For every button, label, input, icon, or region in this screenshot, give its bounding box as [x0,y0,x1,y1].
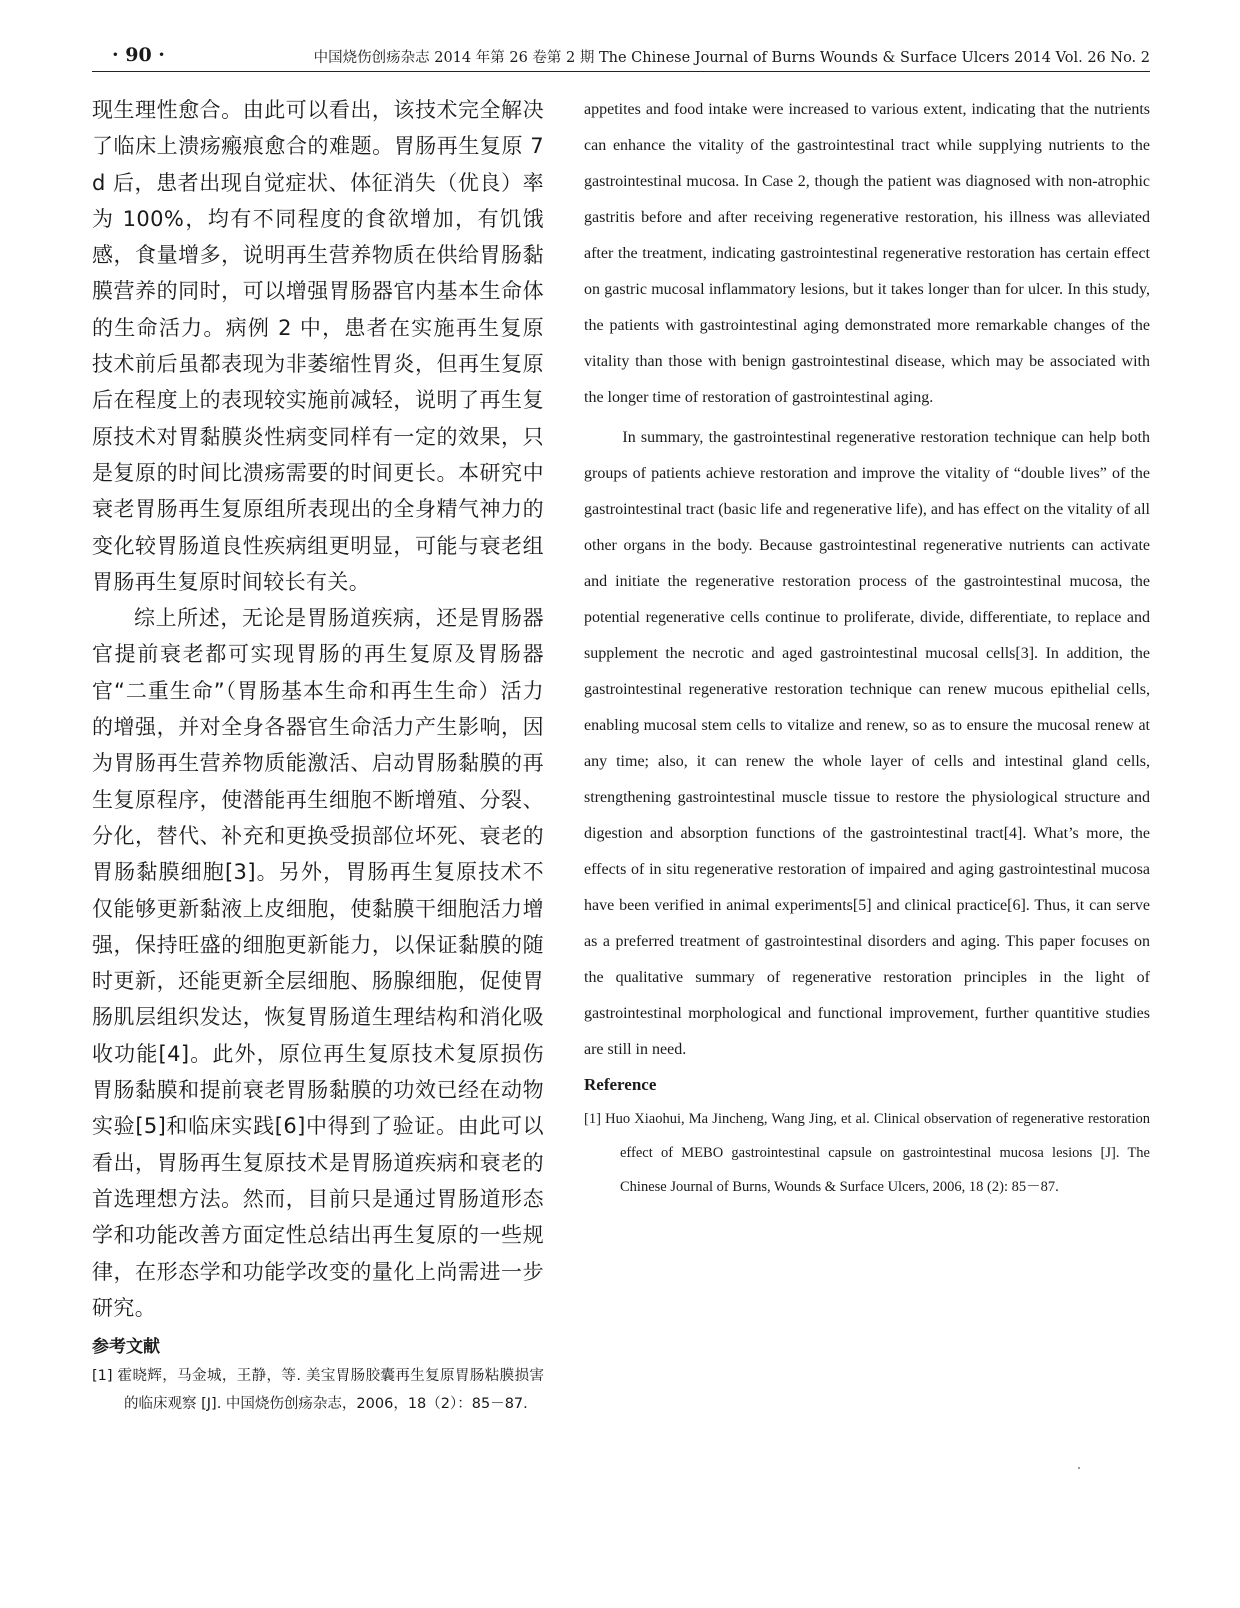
zh-references-heading: 参考文献 [92,1337,160,1358]
scan-speck [1078,1467,1080,1469]
right-column-english [584,92,1150,1204]
running-head: 中国烧伤创疡杂志 2014 年第 26 卷第 2 期 The Chinese Journal of Burns Wounds & Surface Ulcers 2014 Vol. 26 No. 2 [313,50,1150,66]
left-column-chinese [92,92,544,1418]
page-header [92,44,1150,70]
page-number: · 90 · [112,44,165,66]
zh-paragraph-1: 现生理性愈合。由此可以看出，该技术完全解决了临床上溃疡瘢痕愈合的难题。胃肠再生复原 7 d 后，患者出现自觉症状、体征消失（优良）率为 100%，均有不同程度的食欲增加，有饥饿感，食量增多，说明再生营养物质在供给胃肠黏膜营养的同时，可以增强胃肠器官内基本生命体的生命活力。病例 2 中，患者在实施再生复原技术前后虽都表现为非萎缩性胃炎，但再生复原后在程度上的表现较实施前减轻，说明了再生复原技术对胃黏膜炎性病变同样有一定的效果，只是复原的时间比溃疡需要的时间更长。本研究中衰老胃肠再生复原组所表现出的全身精气神力的变化较胃肠道良性疾病组更明显，可能与衰老组胃肠再生复原时间较长有关。 [92,98,544,594]
zh-paragraph-2: 综上所述，无论是胃肠道疾病，还是胃肠器官提前衰老都可实现胃肠的再生复原及胃肠器官“二重生命”（胃肠基本生命和再生生命）活力的增强，并对全身各器官生命活力产生影响，因为胃肠再生营养物质能激活、启动胃肠黏膜的再生复原程序，使潜能再生细胞不断增殖、分裂、分化，替代、补充和更换受损部位坏死、衰老的胃肠黏膜细胞[3]。另外，胃肠再生复原技术不仅能够更新黏液上皮细胞，使黏膜干细胞活力增强，保持旺盛的细胞更新能力，以保证黏膜的随时更新，还能更新全层细胞、肠腺细胞，促使胃肠肌层组织发达，恢复胃肠道生理结构和消化吸收功能[4]。此外，原位再生复原技术复原损伤胃肠黏膜和提前衰老胃肠黏膜的功效已经在动物实验[5]和临床实践[6]中得到了验证。由此可以看出，胃肠再生复原技术是胃肠道疾病和衰老的首选理想方法。然而，目前只是通过胃肠道形态学和功能改善方面定性总结出再生复原的一些规律，在形态学和功能学改变的量化上尚需进一步研究。 [92,606,544,1320]
en-paragraph-1: appetites and food intake were increased to various extent, indicating that the nutrients can enhance the vitality of the gastrointestinal tract while supplying nutrients to the gastrointestinal mucosa. In Case 2, though the patient was diagnosed with non-atrophic gastritis before and after receiving regenerative restoration, his illness was alleviated after the treatment, indicating gastrointestinal regenerative restoration has certain effect on gastric mucosal inflammatory lesions, but it takes longer than for ulcer. In this study, the patients with gastrointestinal aging demonstrated more remarkable changes of the vitality than those with benign gastrointestinal disease, which may be associated with the longer time of restoration of gastrointestinal aging. [584,101,1150,406]
en-references-heading: Reference [584,1075,657,1094]
header-rule [92,71,1150,72]
en-paragraph-2: In summary, the gastrointestinal regenerative restoration technique can help both groups of patients achieve restoration and improve the vitality of “double lives” of the gastrointestinal tract (basic life and regenerative life), and has effect on the vitality of all other organs in the body. Because gastrointestinal regenerative nutrients can activate and initiate the regenerative restoration process of the gastrointestinal mucosa, the potential regenerative cells continue to proliferate, divide, differentiate, to replace and supplement the necrotic and aged gastrointestinal mucosal cells[3]. In addition, the gastrointestinal regenerative restoration technique can renew mucous epithelial cells, enabling mucosal stem cells to vitalize and renew, so as to ensure the mucosal renew at any time; also, it can renew the whole layer of cells and intestinal gland cells, strengthening gastrointestinal muscle tissue to restore the physiological structure and digestion and absorption functions of the gastrointestinal tract[4]. What’s more, the effects of in situ regenerative restoration of impaired and aging gastrointestinal mucosa have been verified in animal experiments[5] and clinical practice[6]. Thus, it can serve as a preferred treatment of gastrointestinal disorders and aging. This paper focuses on the qualitative summary of regenerative restoration principles in the light of gastrointestinal morphological and functional improvement, further quantitive studies are still in need. [584,429,1150,1058]
zh-reference-1: [1] 霍晓辉，马金城，王静，等. 美宝胃肠胶囊再生复原胃肠粘膜损害的临床观察 [J]. 中国烧伤创疡杂志，2006，18（2）：85－87. [92,1368,544,1412]
en-reference-1: [1] Huo Xiaohui, Ma Jincheng, Wang Jing, et al. Clinical observation of regenerative restoration effect of MEBO gastrointestinal capsule on gastrointestinal mucosa lesions [J]. The Chinese Journal of Burns, Wounds & Surface Ulcers, 2006, 18 (2): 85－87. [584,1111,1150,1195]
